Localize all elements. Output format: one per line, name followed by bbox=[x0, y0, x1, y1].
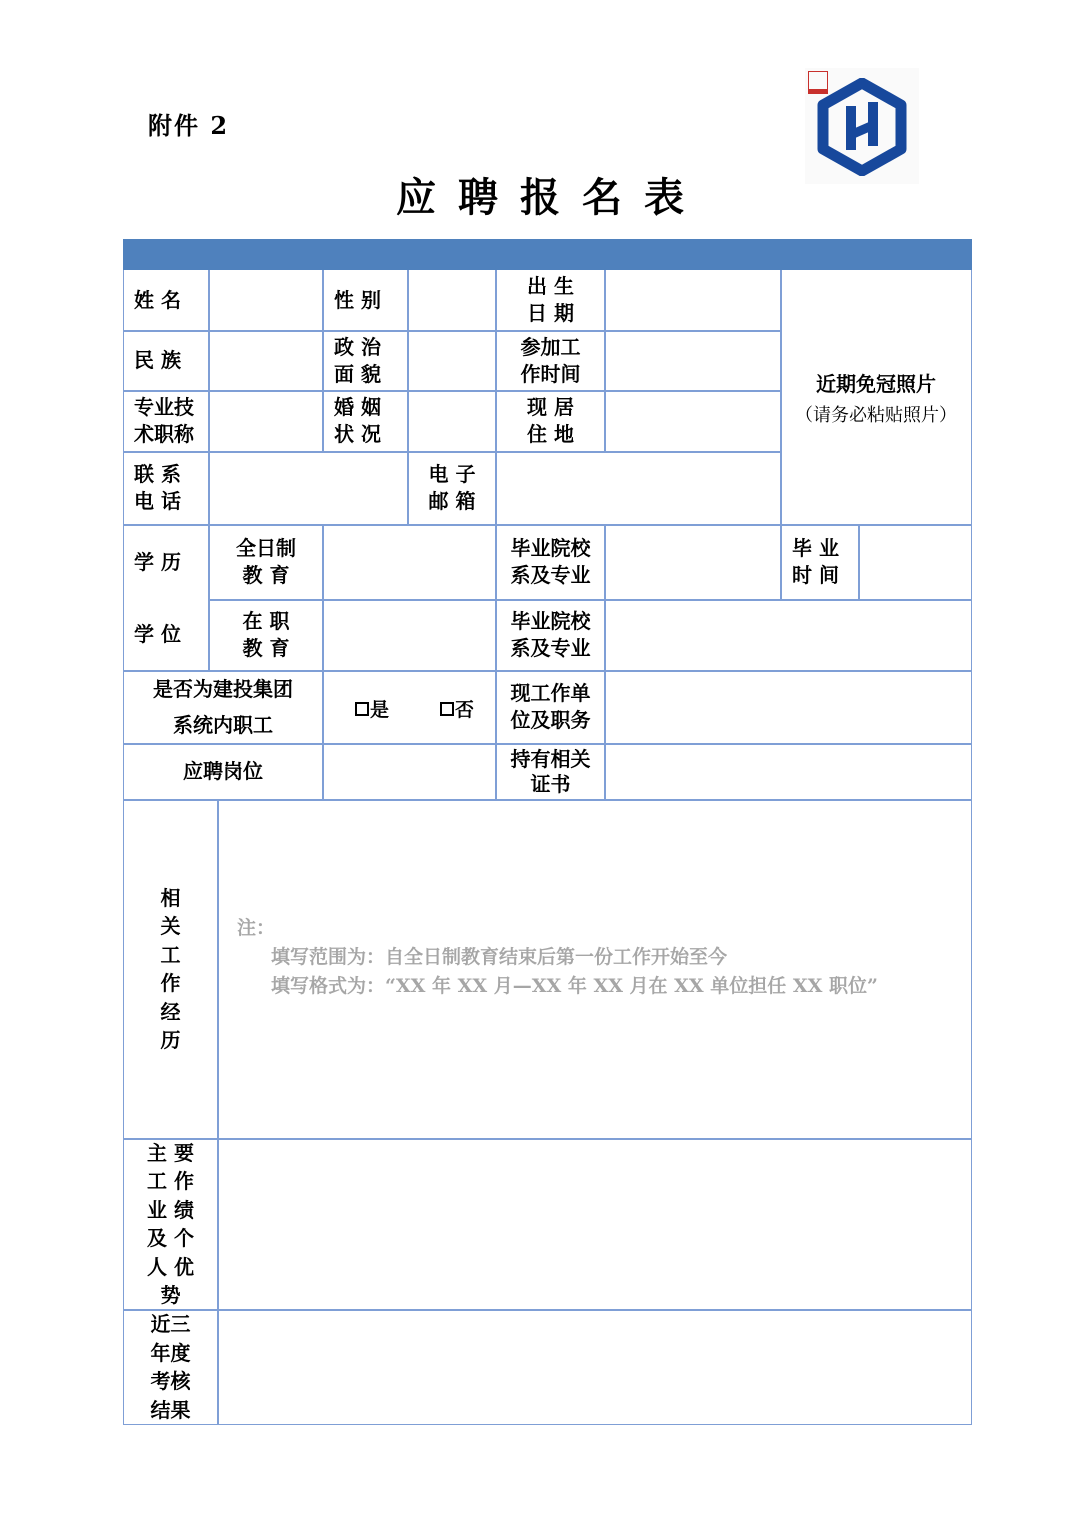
appraisal-field[interactable] bbox=[219, 1311, 970, 1423]
label-gender: 性 别 bbox=[334, 287, 381, 312]
photo-hint: （请务必粘贴照片） bbox=[795, 404, 957, 426]
certificates-field[interactable] bbox=[606, 745, 970, 798]
work-start-field[interactable] bbox=[606, 332, 779, 389]
email-field[interactable] bbox=[497, 453, 779, 523]
note-line-1: 填写范围为：自全日制教育结束后第一份工作开始至今 bbox=[271, 946, 728, 968]
label-inservice-education: 在 职 教 育 bbox=[242, 609, 290, 660]
label-degree: 学 位 bbox=[134, 622, 181, 646]
ethnicity-field[interactable] bbox=[210, 332, 321, 389]
label-school-major-fulltime: 毕业院校 系及专业 bbox=[510, 536, 591, 587]
work-history-note bbox=[237, 914, 878, 1001]
label-residence: 现 居 住 地 bbox=[527, 395, 574, 446]
label-marital: 婚 姻 状 况 bbox=[334, 395, 381, 446]
label-education: 学 历 bbox=[134, 549, 181, 574]
achievements-field[interactable] bbox=[219, 1140, 970, 1308]
label-phone: 联 系 电 话 bbox=[134, 462, 181, 513]
label-school-major-inservice: 毕业院校 系及专业 bbox=[510, 609, 591, 660]
position-field[interactable] bbox=[324, 745, 494, 798]
note-head: 注： bbox=[237, 917, 276, 939]
checkbox-no[interactable] bbox=[440, 702, 454, 716]
label-work-start: 参加工 作时间 bbox=[520, 334, 581, 386]
current-unit-field[interactable] bbox=[606, 672, 970, 742]
option-no[interactable] bbox=[440, 695, 474, 722]
label-work-history: 相 关 工 作 经 历 bbox=[160, 885, 181, 1052]
grad-time-field[interactable] bbox=[860, 526, 970, 598]
residence-field[interactable] bbox=[606, 392, 779, 450]
political-status-field[interactable] bbox=[409, 332, 494, 389]
label-birth-date: 出 生 日 期 bbox=[527, 274, 574, 325]
school-major-inservice-field[interactable] bbox=[606, 601, 970, 669]
label-current-unit: 现工作单 位及职务 bbox=[510, 681, 591, 732]
label-certificates: 持有相关 证书 bbox=[510, 746, 591, 796]
page-title: 应聘报名表 bbox=[396, 174, 706, 221]
label-grad-time: 毕 业 时 间 bbox=[792, 536, 839, 587]
label-achievements: 主 要 工 作 业 绩 及 个 人 优 势 bbox=[147, 1140, 194, 1307]
fulltime-education-field[interactable] bbox=[324, 526, 494, 598]
label-political-status: 政 治 面 貌 bbox=[334, 334, 381, 386]
label-appraisal: 近三 年度 考核 结果 bbox=[150, 1312, 191, 1422]
inservice-education-field[interactable] bbox=[324, 601, 494, 669]
birth-date-field[interactable] bbox=[606, 271, 779, 329]
name-field[interactable] bbox=[210, 271, 321, 329]
table-header-bar bbox=[123, 239, 972, 270]
label-internal-staff: 是否为建投集团 系统内职工 bbox=[153, 677, 293, 737]
gender-field[interactable] bbox=[409, 271, 494, 329]
checkbox-yes[interactable] bbox=[355, 702, 369, 716]
label-title-rank: 专业技 术职称 bbox=[134, 395, 194, 446]
photo-label: 近期免冠照片 bbox=[816, 371, 936, 396]
photo-placeholder[interactable] bbox=[781, 270, 971, 524]
label-ethnicity: 民 族 bbox=[134, 348, 181, 372]
school-major-fulltime-field[interactable] bbox=[606, 526, 779, 598]
label-position: 应聘岗位 bbox=[183, 759, 263, 783]
label-name: 姓 名 bbox=[134, 287, 181, 312]
phone-field[interactable] bbox=[210, 453, 406, 523]
attachment-label: 附件 2 bbox=[148, 111, 230, 140]
option-no-label: 否 bbox=[455, 699, 475, 721]
label-fulltime-education: 全日制 教 育 bbox=[236, 536, 296, 587]
title-rank-field[interactable] bbox=[210, 392, 321, 450]
note-line-2: 填写格式为：“XX 年 XX 月—XX 年 XX 月在 XX 单位担任 XX 职位” bbox=[271, 975, 878, 997]
marital-field[interactable] bbox=[409, 392, 494, 450]
option-yes-label: 是 bbox=[370, 699, 390, 721]
label-email: 电 子 邮 箱 bbox=[428, 462, 476, 513]
hexagon-h-logo-icon bbox=[817, 78, 907, 176]
option-yes[interactable] bbox=[355, 695, 389, 722]
